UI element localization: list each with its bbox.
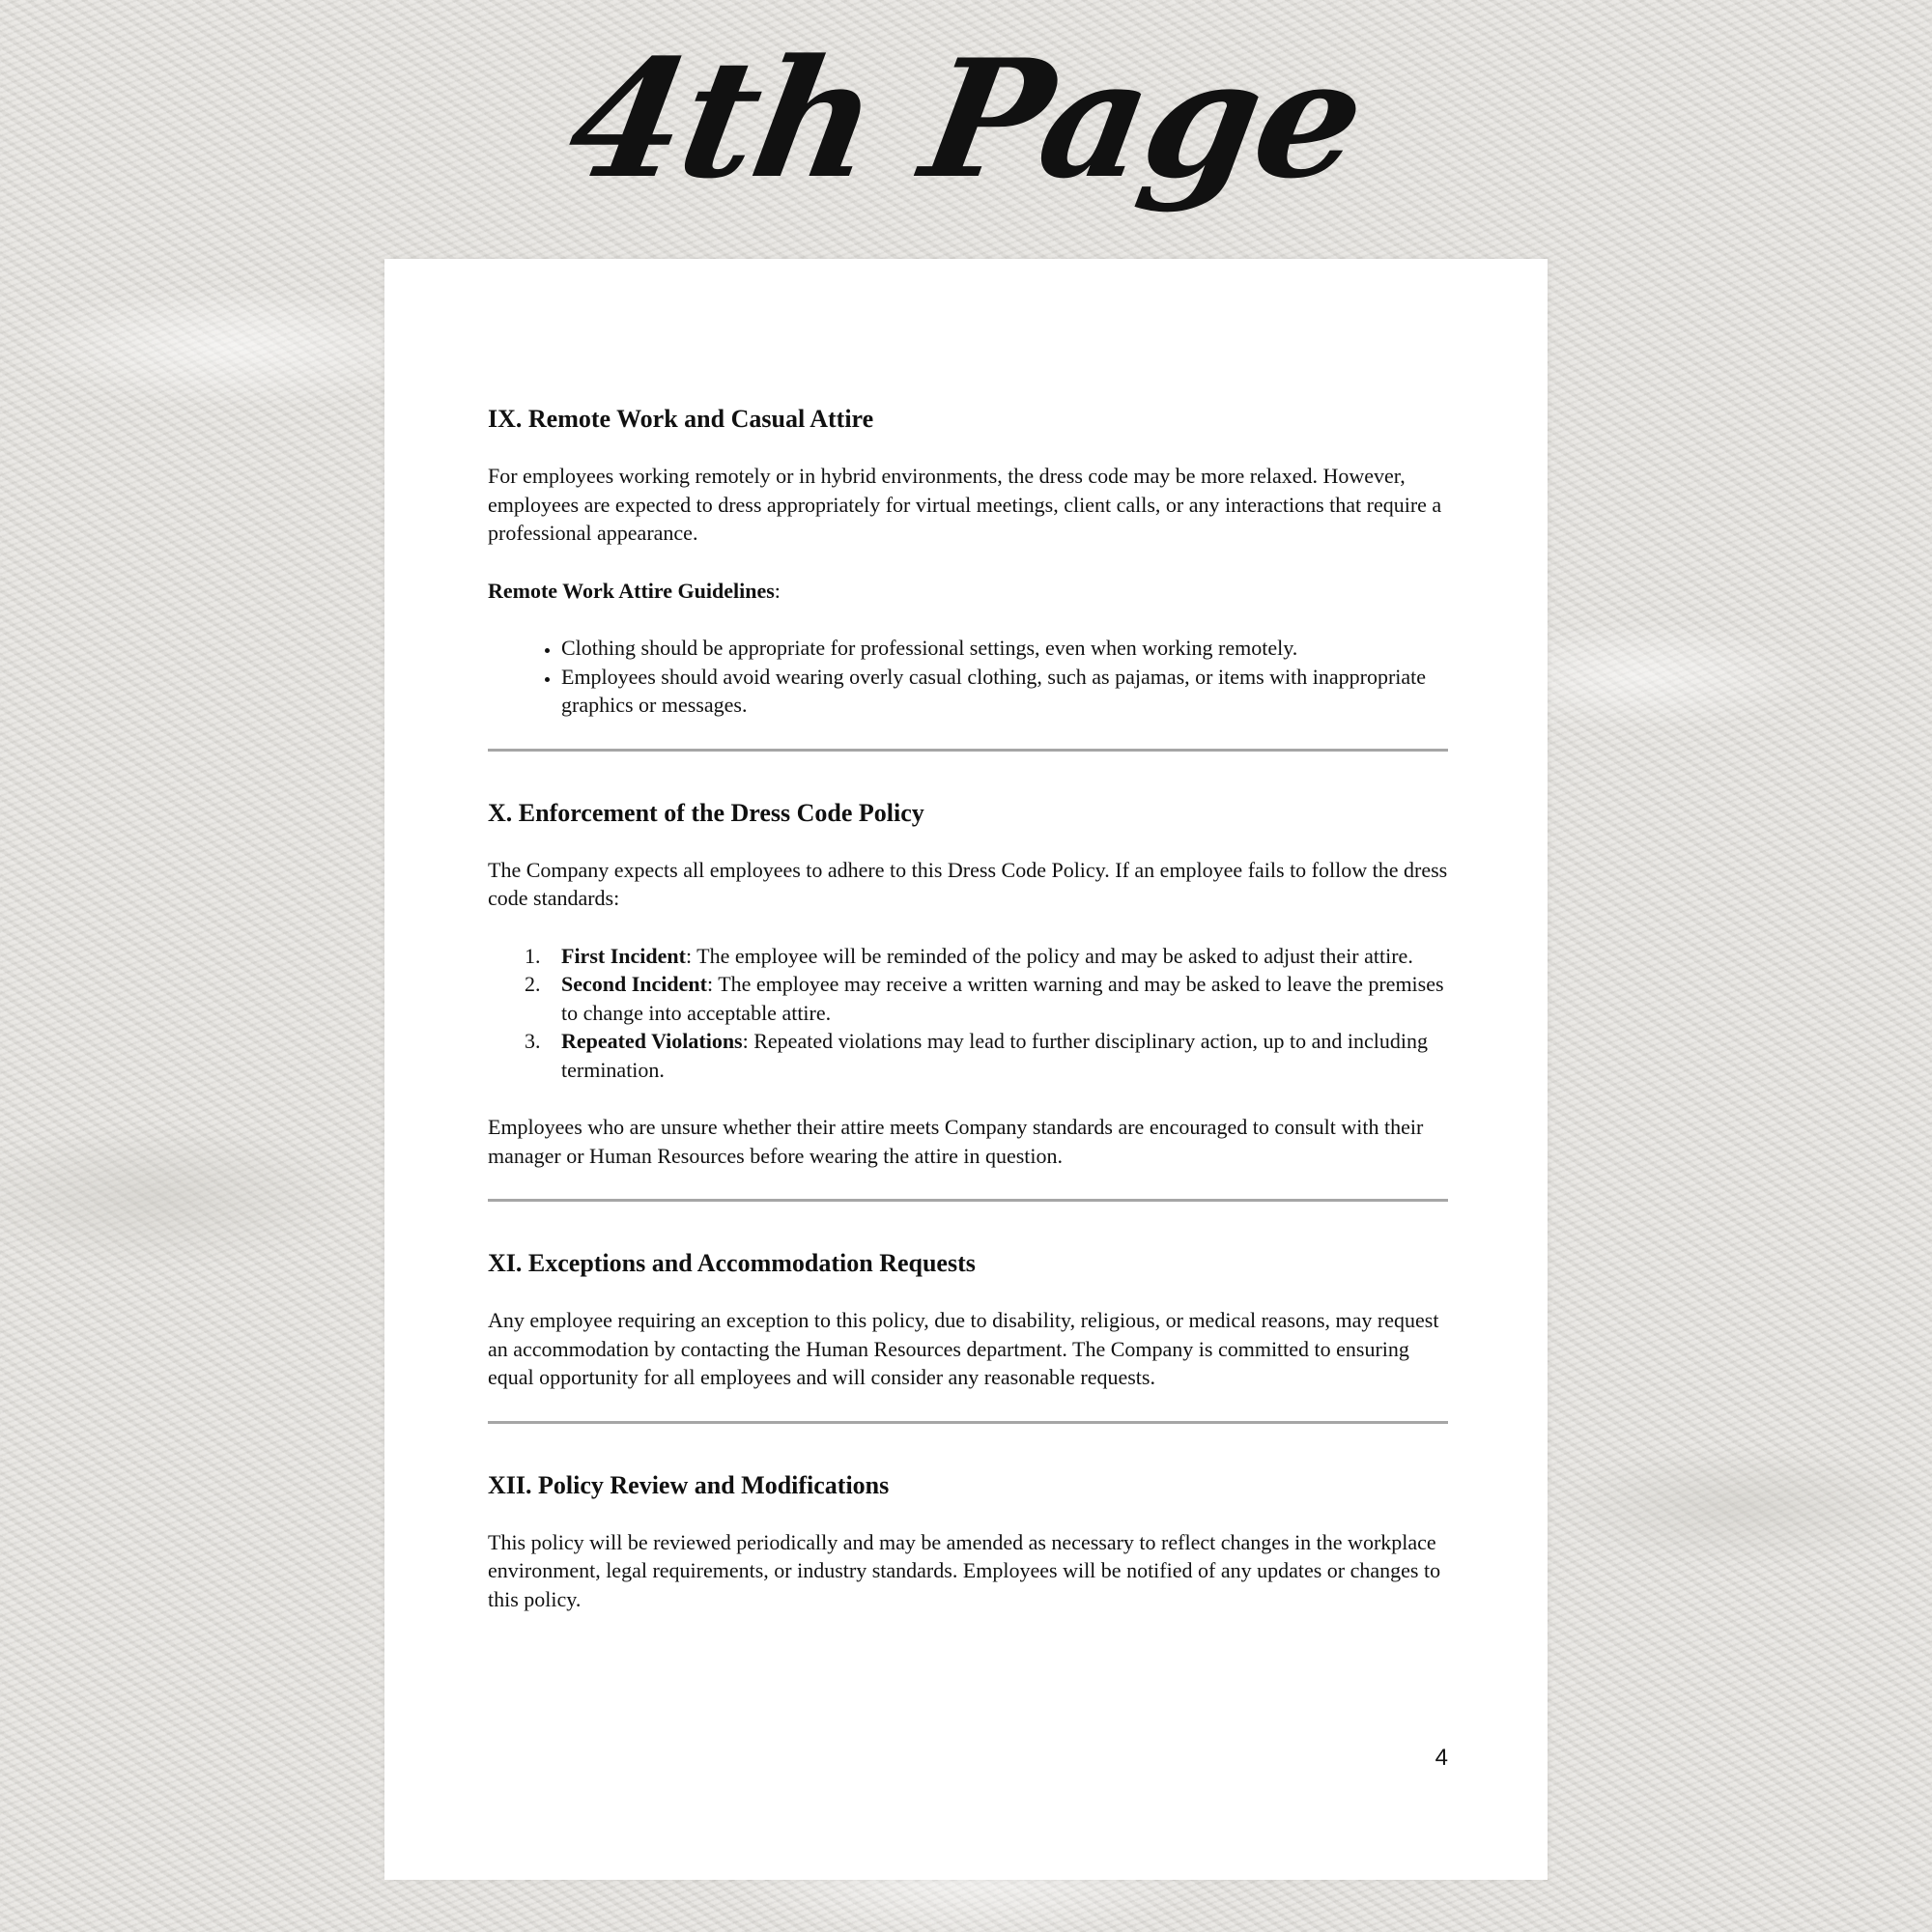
section-title-remote-work: IX. Remote Work and Casual Attire [488,405,874,433]
section-divider [488,1199,1448,1202]
step-text: : The employee will be reminded of the policy and may be asked to adjust their attire. [685,943,1413,968]
section-title-policy-review: XII. Policy Review and Modifications [488,1470,890,1499]
list-item [525,942,1448,971]
policy-review-body: This policy will be reviewed periodically and may be amended as necessary to reflect changes in the workplace environment, legal requirements, or industry standards. Employees will be notified of any updates or changes to this policy. [488,1529,1441,1611]
remote-work-intro: For employees working remotely or in hybrid environments, the dress code may be more relaxed. However, employees are expected to dress appropriately for virtual meetings, client calls, or any interactions that require a professional appearance. [488,464,1442,545]
guidelines-label: Remote Work Attire Guidelines [488,578,775,603]
exceptions-body: Any employee requiring an exception to this policy, due to disability, religious, or medical reasons, may request an accommodation by contacting the Human Resources department. The Company is committed to ensuring equal opportunity for all employees and will consider any reasonable requests. [488,1308,1439,1389]
step-term: First Incident [561,943,686,968]
step-text: : The employee may receive a written warning and may be asked to leave the premises to change into acceptable attire. [561,972,1444,1025]
document-sheet [384,259,1548,1880]
enforcement-steps-list [488,942,1448,1085]
step-text: : Repeated violations may lead to further disciplinary action, up to and including termination. [561,1029,1428,1082]
step-term: Second Incident [561,972,707,996]
list-item [525,1027,1448,1084]
remote-work-bullet-list [488,634,1448,720]
list-item [525,970,1448,1027]
page-number: 4 [1435,1745,1448,1771]
section-title-enforcement: X. Enforcement of the Dress Code Policy [488,798,924,827]
section-divider [488,1421,1448,1424]
step-number: 2. [525,972,541,996]
step-number: 3. [525,1029,541,1053]
step-term: Repeated Violations [561,1029,743,1053]
page-heading: 4th Page [555,23,1377,214]
remote-work-guidelines-heading [488,577,1448,606]
list-item: • Employees should avoid wearing overly casual clothing, such as pajamas, or items with inappropriate graphics or messages. [561,663,1448,720]
step-number: 1. [525,943,541,968]
enforcement-intro: The Company expects all employees to adhere to this Dress Code Policy. If an employee fails to follow the dress code standards: [488,857,1448,910]
list-item: • Clothing should be appropriate for professional settings, even when working remotely. [561,634,1448,663]
document-content [488,404,1448,1642]
section-title-exceptions: XI. Exceptions and Accommodation Requests [488,1249,976,1277]
guidelines-colon: : [774,578,781,603]
enforcement-outro: Employees who are unsure whether their attire meets Company standards are encouraged to consult with their manager or Human Resources before wearing the attire in question. [488,1115,1424,1168]
section-divider [488,749,1448,752]
